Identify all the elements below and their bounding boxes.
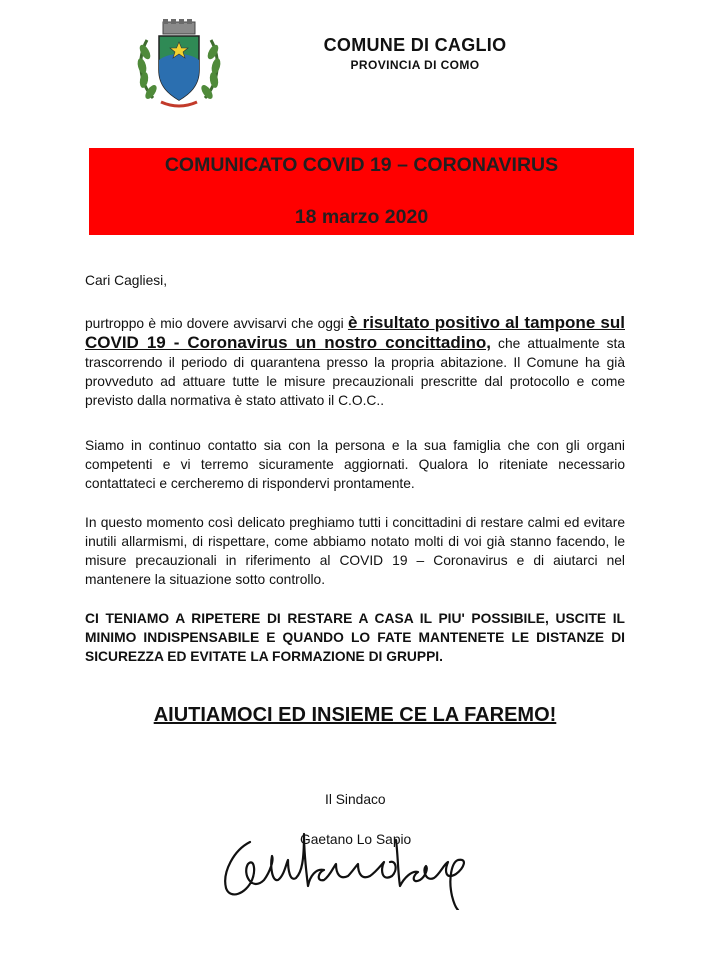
paragraph-1-intro: purtroppo è mio dovere avvisarvi che oggi [85, 316, 348, 331]
banner-date: 18 marzo 2020 [294, 206, 429, 228]
province-name: PROVINCIA DI COMO [350, 58, 480, 72]
letterhead [290, 34, 540, 72]
paragraph-4-warning: CI TENIAMO A RIPETERE DI RESTARE A CASA IL PIU' POSSIBILE, USCITE IL MINIMO INDISPENSABILE E QUANDO LO FATE MANTENETE LE DISTANZE DI SICUREZZA ED EVITATE LA FORMAZIONE DI GRUPPI. [85, 611, 625, 664]
handwritten-signature [212, 820, 482, 910]
closing-motto: AIUTIAMOCI ED INSIEME CE LA FAREMO! [153, 704, 557, 726]
paragraph-2: Siamo in continuo contatto sia con la persona e la sua famiglia che con gli organi competenti e vi terremo sicuramente aggiornati. Qualora lo riteniate necessario contattateci e cercheremo di rispondervi prontamente. [85, 438, 625, 491]
paragraph-1-emphasis: è risultato positivo al tampone sul COVID 19 - Coronavirus un nostro concittadino, [85, 313, 625, 352]
coat-of-arms-icon [133, 18, 225, 110]
paragraph-3: In questo momento così delicato preghiamo tutti i concittadini di restare calmi ed evitare inutili allarmismi, di rispettare, come abbiamo notato molti di voi già stanno facendo, le misure precauzionali in riferimento al COVID 19 – Coronavirus e di aiutarci nel mantenere la situazione sotto controllo. [85, 515, 625, 587]
greeting: Cari Cagliesi, [85, 273, 168, 288]
paragraph-1-rest: che attualmente sta trascorrendo il periodo di quarantena presso la propria abitazione. Il Comune ha già provveduto ad attuare tutte le misure precauzionali prescritte dal protocollo e come previsto dalla normativa è stato attivato il C.O.C.. [85, 336, 625, 408]
banner-title: COMUNICATO COVID 19 – CORONAVIRUS [164, 154, 559, 176]
signatory-name: Gaetano Lo Sapio [300, 832, 412, 847]
announcement-banner [89, 148, 634, 235]
municipality-name: COMUNE DI CAGLIO [323, 35, 507, 55]
signatory-title: Il Sindaco [325, 792, 386, 807]
paragraph-1 [85, 313, 625, 410]
